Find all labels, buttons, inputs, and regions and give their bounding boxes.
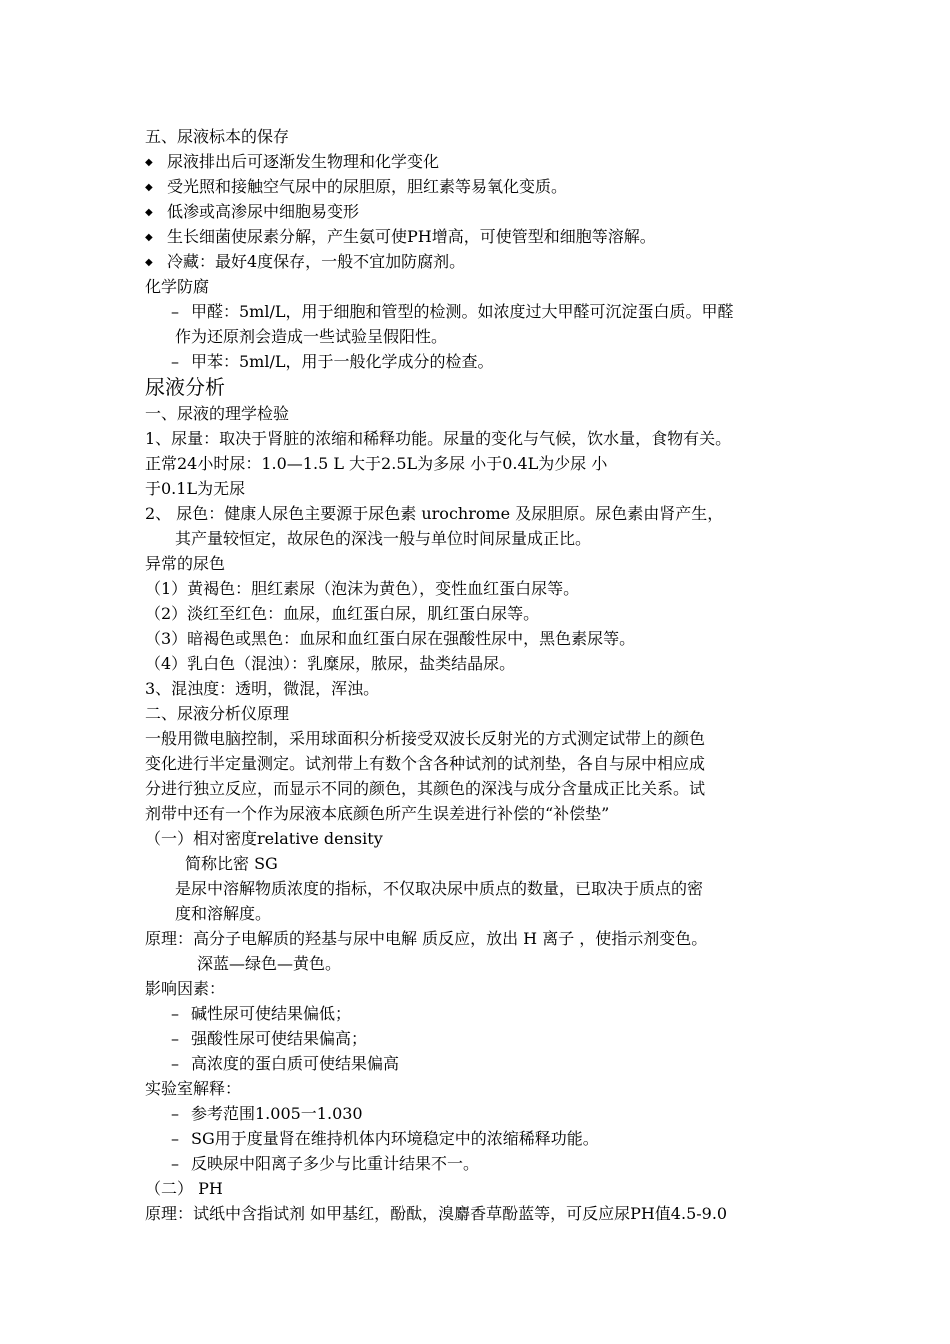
line-text: 分进行独立反应，而显示不同的颜色，其颜色的深浅与成分含量成正比关系。试 (145, 779, 706, 798)
text-line (145, 1201, 810, 1226)
dash-mark: – (171, 1029, 179, 1048)
text-line (145, 651, 810, 676)
line-text: 一、尿液的理学检验 (145, 404, 290, 423)
text-line (145, 701, 810, 726)
line-text: （3）暗褐色或黑色：血尿和血红蛋白尿在强酸性尿中，黑色素尿等。 (145, 629, 636, 648)
line-text: 低渗或高渗尿中细胞易变形 (167, 202, 360, 221)
line-text: 作为还原剂会造成一些试验呈假阳性。 (175, 327, 448, 346)
dash-item (145, 1051, 810, 1076)
line-text: 3、混浊度：透明，微混，浑浊。 (145, 679, 380, 698)
dash-item (145, 1126, 810, 1151)
line-text: 剂带中还有一个作为尿液本底颜色所产生误差进行补偿的“补偿垫” (145, 804, 610, 823)
line-text: （二） PH (145, 1179, 223, 1198)
line-text: 参考范围1.005一1.030 (191, 1104, 363, 1123)
line-text: 尿液分析 (145, 375, 225, 399)
dash-item (145, 1001, 810, 1026)
bullet-item (145, 224, 810, 249)
line-text: 二、尿液分析仪原理 (145, 704, 290, 723)
text-line (145, 476, 810, 501)
text-line (145, 501, 810, 526)
line-text: 深蓝—绿色—黄色。 (197, 954, 342, 973)
line-text: 实验室解释： (145, 1079, 242, 1098)
line-text: 正常24小时尿：1.0—1.5 L 大于2.5L为多尿 小于0.4L为少尿 小 (145, 454, 608, 473)
dash-mark: – (171, 352, 179, 371)
text-line (145, 976, 810, 1001)
line-text: （1）黄褐色：胆红素尿（泡沫为黄色），变性血红蛋白尿等。 (145, 579, 580, 598)
dash-mark: – (171, 1129, 179, 1148)
dash-mark: – (171, 1104, 179, 1123)
text-line (145, 801, 810, 826)
line-text: （2）淡红至红色：血尿，血红蛋白尿，肌红蛋白尿等。 (145, 604, 540, 623)
line-text: 1、尿量：取决于肾脏的浓缩和稀释功能。尿量的变化与气候，饮水量，食物有关。 (145, 429, 732, 448)
line-text: 一般用微电脑控制，采用球面积分析接受双波长反射光的方式测定试带上的颜色 (145, 729, 706, 748)
line-text: 原理：高分子电解质的羟基与尿中电解 质反应，放出 H 离子 ，使指示剂变色。 (145, 929, 708, 948)
line-text: 于0.1L为无尿 (145, 479, 246, 498)
line-text: 强酸性尿可使结果偏高； (191, 1029, 368, 1048)
text-line (145, 526, 810, 551)
line-text: 原理：试纸中含指试剂 如甲基红，酚酞，溴麝香草酚蓝等，可反应尿PH值4.5-9.0 (145, 1204, 728, 1223)
text-line (145, 401, 810, 426)
dash-item (145, 349, 810, 374)
line-text: 高浓度的蛋白质可使结果偏高 (191, 1054, 400, 1073)
dash-item (145, 1151, 810, 1176)
text-line (145, 274, 810, 299)
line-text: 其产量较恒定，故尿色的深浅一般与单位时间尿量成正比。 (175, 529, 592, 548)
text-line (145, 451, 810, 476)
line-text: 度和溶解度。 (175, 904, 272, 923)
text-line (145, 901, 810, 926)
line-text: 甲醛：5ml/L，用于细胞和管型的检测。如浓度过大甲醛可沉淀蛋白质。甲醛 (191, 302, 734, 321)
bullet-item (145, 174, 810, 199)
text-line (145, 551, 810, 576)
document-page (145, 124, 810, 1226)
line-text: 碱性尿可使结果偏低； (191, 1004, 352, 1023)
bullet-item (145, 199, 810, 224)
section-heading (145, 374, 810, 401)
text-line (145, 426, 810, 451)
text-line (145, 676, 810, 701)
dash-mark: – (171, 302, 179, 321)
text-line (145, 576, 810, 601)
dash-item (145, 1026, 810, 1051)
line-text: （4）乳白色（混浊）：乳糜尿，脓尿，盐类结晶尿。 (145, 654, 516, 673)
text-line (145, 726, 810, 751)
text-line (145, 951, 810, 976)
line-text: 尿液排出后可逐渐发生物理和化学变化 (167, 152, 440, 171)
line-text: SG用于度量肾在维持机体内环境稳定中的浓缩稀释功能。 (191, 1129, 599, 1148)
text-line (145, 1176, 810, 1201)
dash-item (145, 1101, 810, 1126)
text-line (145, 851, 810, 876)
line-text: 冷藏：最好4度保存，一般不宜加防腐剂。 (167, 252, 466, 271)
line-text: 反映尿中阳离子多少与比重计结果不一。 (191, 1154, 480, 1173)
bullet-item (145, 149, 810, 174)
line-text: （一）相对密度relative density (145, 829, 383, 848)
text-line (145, 626, 810, 651)
text-line (145, 776, 810, 801)
dash-item (145, 299, 810, 324)
dash-mark: – (171, 1154, 179, 1173)
line-text: 异常的尿色 (145, 554, 226, 573)
text-line (145, 876, 810, 901)
line-text: 简称比密 SG (185, 854, 278, 873)
dash-mark: – (171, 1004, 179, 1023)
text-line (145, 1076, 810, 1101)
text-line (145, 926, 810, 951)
bullet-item (145, 249, 810, 274)
text-line (145, 601, 810, 626)
line-text: 受光照和接触空气尿中的尿胆原，胆红素等易氧化变质。 (167, 177, 568, 196)
dash-mark: – (171, 1054, 179, 1073)
text-line (145, 124, 810, 149)
line-text: 化学防腐 (145, 277, 210, 296)
line-text: 甲苯：5ml/L，用于一般化学成分的检查。 (191, 352, 494, 371)
line-text: 生长细菌使尿素分解，产生氨可使PH增高，可使管型和细胞等溶解。 (167, 227, 656, 246)
line-text: 五、尿液标本的保存 (145, 127, 290, 146)
line-text: 2、 尿色：健康人尿色主要源于尿色素 urochrome 及尿胆原。尿色素由肾产生， (145, 504, 724, 523)
text-line (145, 324, 810, 349)
line-text: 变化进行半定量测定。试剂带上有数个含各种试剂的试剂垫，各自与尿中相应成 (145, 754, 706, 773)
text-line (145, 751, 810, 776)
text-line (145, 826, 810, 851)
line-text: 影响因素： (145, 979, 226, 998)
line-text: 是尿中溶解物质浓度的指标，不仅取决尿中质点的数量，已取决于质点的密 (175, 879, 704, 898)
